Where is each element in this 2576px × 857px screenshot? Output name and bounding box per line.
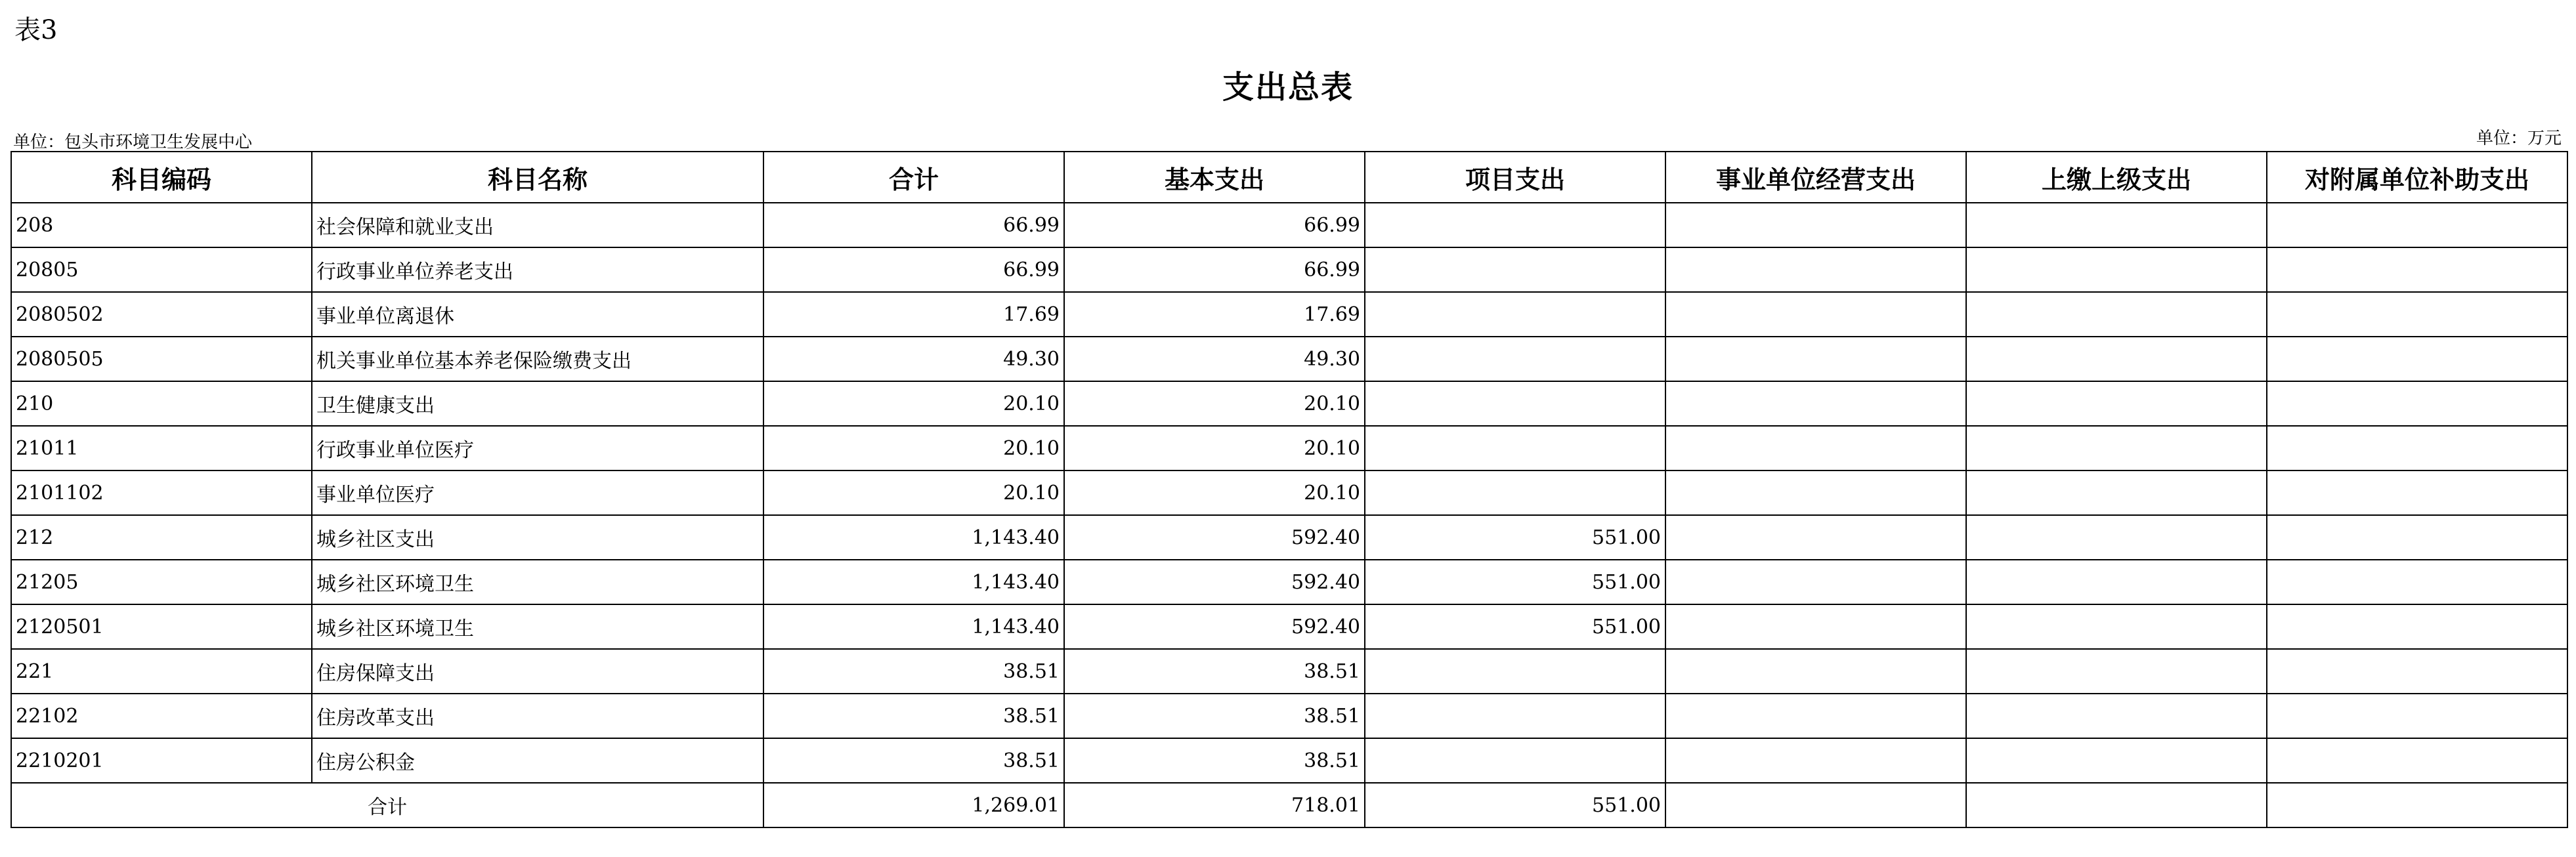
cell-project	[1365, 381, 1665, 426]
total-cell-project: 551.00	[1365, 783, 1665, 827]
table-row	[11, 738, 2567, 783]
cell-code: 210	[11, 381, 312, 426]
cell-total: 20.10	[763, 381, 1064, 426]
total-cell-subsidiary	[2267, 783, 2567, 827]
cell-code: 2101102	[11, 470, 312, 515]
cell-business	[1665, 247, 1966, 292]
cell-code: 20805	[11, 247, 312, 292]
cell-business	[1665, 738, 1966, 783]
page-title: 支出总表	[1222, 69, 1354, 106]
cell-subsidiary	[2267, 470, 2567, 515]
unit-organization: 单位：包头市环境卫生发展中心	[13, 133, 253, 152]
cell-upper	[1966, 381, 2267, 426]
cell-project	[1365, 337, 1665, 381]
cell-business	[1665, 203, 1966, 247]
cell-business	[1665, 604, 1966, 649]
cell-business	[1665, 694, 1966, 738]
cell-upper	[1966, 337, 2267, 381]
cell-basic: 66.99	[1064, 203, 1365, 247]
cell-basic: 38.51	[1064, 738, 1365, 783]
cell-basic: 592.40	[1064, 515, 1365, 560]
table-row	[11, 292, 2567, 337]
total-cell-total: 1,269.01	[763, 783, 1064, 827]
table-row	[11, 649, 2567, 694]
cell-upper	[1966, 470, 2267, 515]
header-row	[11, 152, 2567, 203]
cell-basic: 38.51	[1064, 694, 1365, 738]
cell-name: 行政事业单位医疗	[312, 426, 763, 470]
header-code: 科目编码	[11, 152, 312, 203]
cell-code: 2210201	[11, 738, 312, 783]
total-cell-basic: 718.01	[1064, 783, 1365, 827]
cell-upper	[1966, 203, 2267, 247]
cell-subsidiary	[2267, 337, 2567, 381]
cell-project	[1365, 426, 1665, 470]
cell-subsidiary	[2267, 694, 2567, 738]
header-business: 事业单位经营支出	[1665, 152, 1966, 203]
header-total: 合计	[763, 152, 1064, 203]
cell-project	[1365, 203, 1665, 247]
cell-project	[1365, 694, 1665, 738]
cell-code: 22102	[11, 694, 312, 738]
cell-total: 17.69	[763, 292, 1064, 337]
cell-name: 住房改革支出	[312, 694, 763, 738]
cell-subsidiary	[2267, 247, 2567, 292]
table-number: 表3	[14, 15, 58, 45]
header-project: 项目支出	[1365, 152, 1665, 203]
cell-subsidiary	[2267, 560, 2567, 604]
expenditure-table	[11, 151, 2568, 828]
cell-basic: 592.40	[1064, 604, 1365, 649]
cell-subsidiary	[2267, 738, 2567, 783]
cell-name: 城乡社区环境卫生	[312, 560, 763, 604]
table-row	[11, 470, 2567, 515]
cell-project: 551.00	[1365, 604, 1665, 649]
cell-total: 66.99	[763, 247, 1064, 292]
table-row	[11, 515, 2567, 560]
cell-project	[1365, 292, 1665, 337]
table-row	[11, 381, 2567, 426]
cell-name: 事业单位离退休	[312, 292, 763, 337]
cell-basic: 20.10	[1064, 470, 1365, 515]
cell-upper	[1966, 560, 2267, 604]
cell-upper	[1966, 694, 2267, 738]
cell-upper	[1966, 738, 2267, 783]
total-row	[11, 783, 2567, 827]
cell-project	[1365, 470, 1665, 515]
cell-project: 551.00	[1365, 515, 1665, 560]
total-label: 合计	[11, 783, 763, 827]
cell-total: 66.99	[763, 203, 1064, 247]
cell-business	[1665, 381, 1966, 426]
header-upper: 上缴上级支出	[1966, 152, 2267, 203]
cell-upper	[1966, 515, 2267, 560]
cell-basic: 66.99	[1064, 247, 1365, 292]
cell-code: 2080502	[11, 292, 312, 337]
cell-basic: 20.10	[1064, 381, 1365, 426]
cell-subsidiary	[2267, 381, 2567, 426]
table-row	[11, 247, 2567, 292]
cell-subsidiary	[2267, 604, 2567, 649]
cell-name: 事业单位医疗	[312, 470, 763, 515]
cell-project	[1365, 649, 1665, 694]
cell-code: 212	[11, 515, 312, 560]
cell-code: 21205	[11, 560, 312, 604]
cell-code: 2080505	[11, 337, 312, 381]
table-row	[11, 604, 2567, 649]
cell-total: 49.30	[763, 337, 1064, 381]
cell-total: 38.51	[763, 649, 1064, 694]
cell-name: 卫生健康支出	[312, 381, 763, 426]
total-cell-business	[1665, 783, 1966, 827]
cell-project: 551.00	[1365, 560, 1665, 604]
cell-name: 城乡社区支出	[312, 515, 763, 560]
table-row	[11, 203, 2567, 247]
cell-subsidiary	[2267, 426, 2567, 470]
unit-currency: 单位：万元	[2476, 129, 2562, 148]
cell-upper	[1966, 604, 2267, 649]
cell-code: 21011	[11, 426, 312, 470]
cell-project	[1365, 247, 1665, 292]
cell-business	[1665, 470, 1966, 515]
cell-total: 20.10	[763, 470, 1064, 515]
cell-total: 38.51	[763, 694, 1064, 738]
table-row	[11, 694, 2567, 738]
header-basic: 基本支出	[1064, 152, 1365, 203]
cell-code: 2120501	[11, 604, 312, 649]
cell-total: 1,143.40	[763, 560, 1064, 604]
cell-subsidiary	[2267, 515, 2567, 560]
cell-subsidiary	[2267, 292, 2567, 337]
cell-business	[1665, 337, 1966, 381]
cell-code: 221	[11, 649, 312, 694]
cell-name: 住房公积金	[312, 738, 763, 783]
header-name: 科目名称	[312, 152, 763, 203]
total-cell-upper	[1966, 783, 2267, 827]
cell-code: 208	[11, 203, 312, 247]
cell-business	[1665, 515, 1966, 560]
cell-business	[1665, 292, 1966, 337]
cell-total: 20.10	[763, 426, 1064, 470]
cell-basic: 592.40	[1064, 560, 1365, 604]
table-row	[11, 560, 2567, 604]
cell-basic: 20.10	[1064, 426, 1365, 470]
header-subsidiary: 对附属单位补助支出	[2267, 152, 2567, 203]
cell-total: 1,143.40	[763, 515, 1064, 560]
cell-upper	[1966, 247, 2267, 292]
cell-upper	[1966, 292, 2267, 337]
cell-name: 机关事业单位基本养老保险缴费支出	[312, 337, 763, 381]
cell-name: 住房保障支出	[312, 649, 763, 694]
cell-total: 1,143.40	[763, 604, 1064, 649]
cell-subsidiary	[2267, 203, 2567, 247]
cell-subsidiary	[2267, 649, 2567, 694]
cell-basic: 17.69	[1064, 292, 1365, 337]
cell-project	[1365, 738, 1665, 783]
cell-name: 行政事业单位养老支出	[312, 247, 763, 292]
cell-business	[1665, 649, 1966, 694]
cell-name: 社会保障和就业支出	[312, 203, 763, 247]
cell-upper	[1966, 649, 2267, 694]
cell-upper	[1966, 426, 2267, 470]
table-row	[11, 426, 2567, 470]
cell-name: 城乡社区环境卫生	[312, 604, 763, 649]
cell-basic: 49.30	[1064, 337, 1365, 381]
cell-business	[1665, 560, 1966, 604]
cell-basic: 38.51	[1064, 649, 1365, 694]
cell-business	[1665, 426, 1966, 470]
cell-total: 38.51	[763, 738, 1064, 783]
table-row	[11, 337, 2567, 381]
